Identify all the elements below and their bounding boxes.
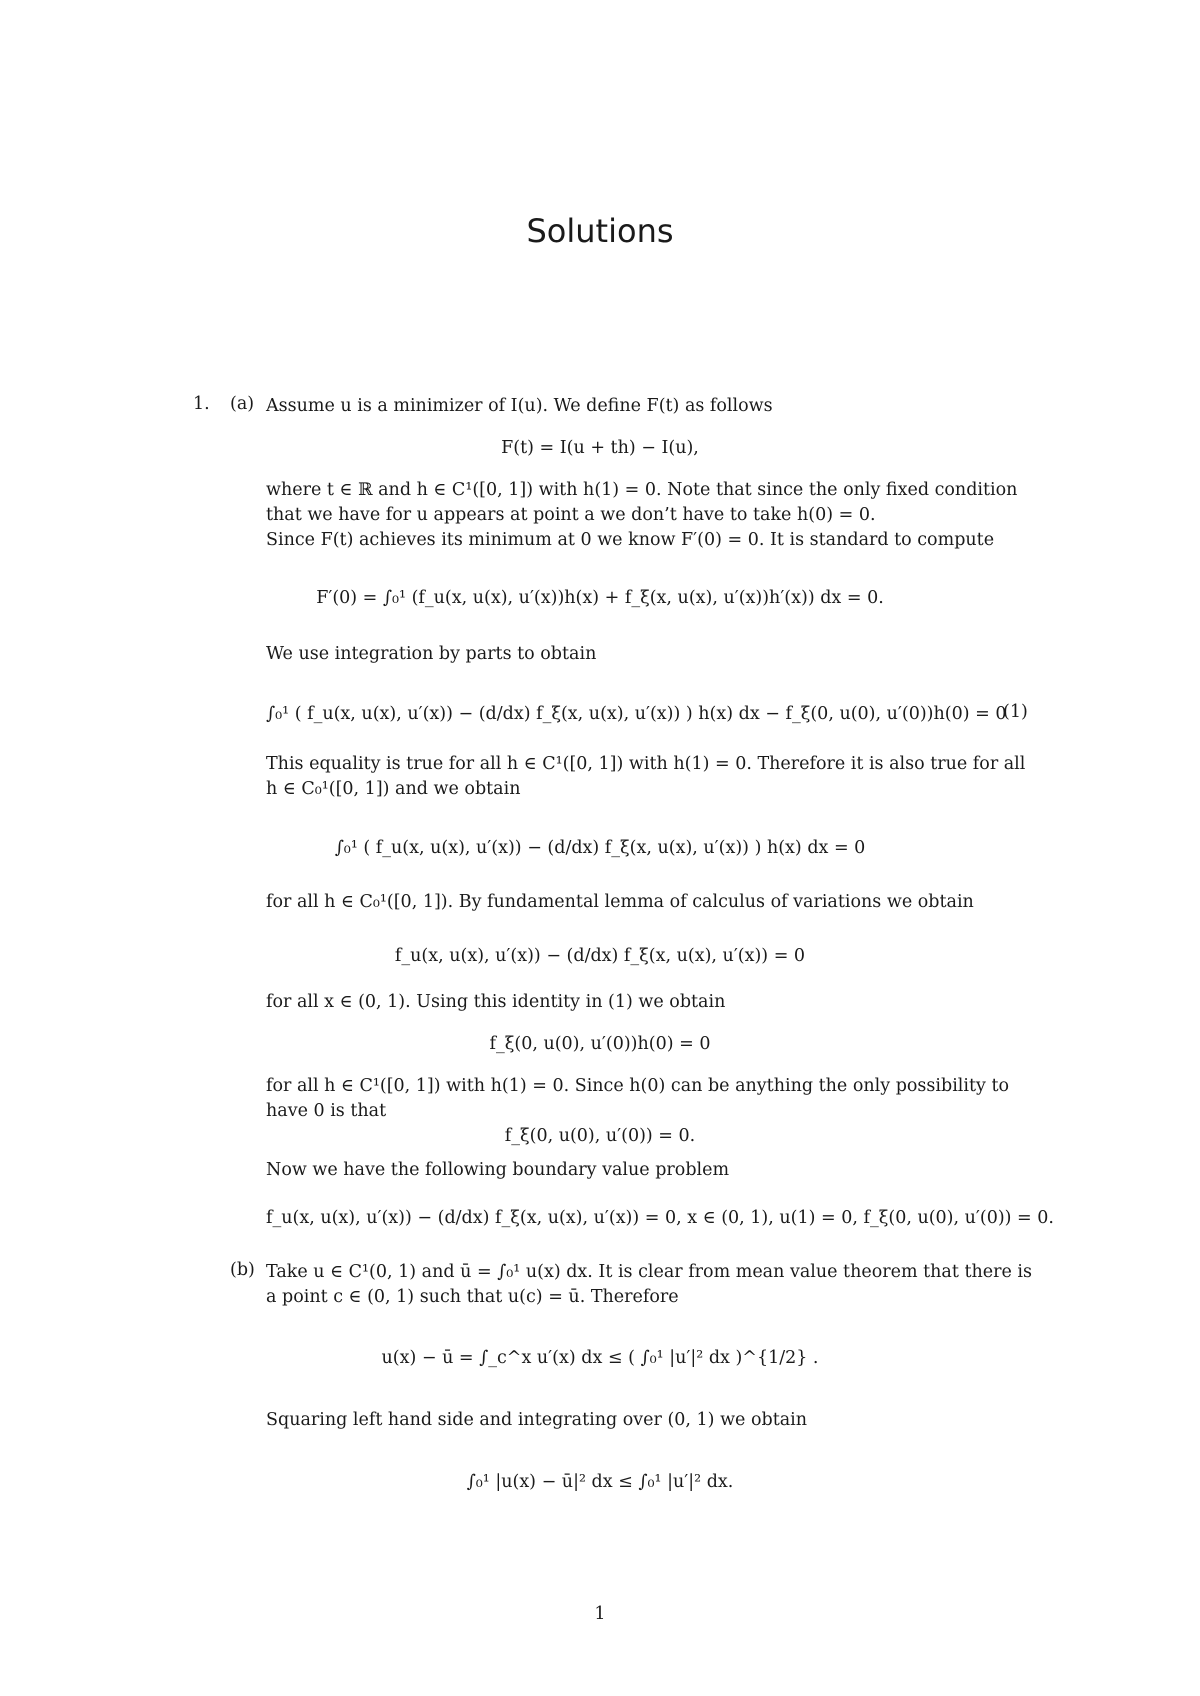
equation-F-prime: F′(0) = ∫₀¹ (f_u(x, u(x), u′(x))h(x) + f_ξ(x, u(x), u′(x))h′(x)) dx = 0. xyxy=(316,588,884,608)
paragraph-squaring: Squaring left hand side and integrating over (0, 1) we obtain xyxy=(266,1410,808,1430)
page-number: 1 xyxy=(594,1604,606,1624)
part-a-label: (a) xyxy=(230,394,255,414)
equation-boundary-h: f_ξ(0, u(0), u′(0))h(0) = 0 xyxy=(489,1034,711,1054)
equation-weak-form: ∫₀¹ ( f_u(x, u(x), u′(x)) − (d/dx) f_ξ(x, u(x), u′(x)) ) h(x) dx = 0 xyxy=(334,838,866,858)
page-title: Solutions xyxy=(526,212,674,250)
equation-poincare: ∫₀¹ |u(x) − ū|² dx ≤ ∫₀¹ |u′|² dx. xyxy=(466,1472,734,1492)
equation-F-definition: F(t) = I(u + th) − I(u), xyxy=(501,438,699,458)
equation-bvp: f_u(x, u(x), u′(x)) − (d/dx) f_ξ(x, u(x), u′(x)) = 0, x ∈ (0, 1), u(1) = 0, f_ξ(0, u(0), u′(0)) = 0. xyxy=(266,1208,1054,1228)
paragraph-h0: for all h ∈ C¹([0, 1]) with h(1) = 0. Since h(0) can be anything the only possibility to have 0 is that xyxy=(266,1076,1010,1121)
problem-number: 1. xyxy=(193,394,210,414)
paragraph-since: Since F(t) achieves its minimum at 0 we know F′(0) = 0. It is standard to compute xyxy=(266,530,995,550)
paragraph-fundamental-lemma: for all h ∈ C₀¹([0, 1]). By fundamental lemma of calculus of variations we obtain xyxy=(266,892,974,912)
equation-1: ∫₀¹ ( f_u(x, u(x), u′(x)) − (d/dx) f_ξ(x, u(x), u′(x)) ) h(x) dx − f_ξ(0, u(0), u′(0))h(0) = 0 xyxy=(266,704,1007,724)
paragraph-identity: for all x ∈ (0, 1). Using this identity in (1) we obtain xyxy=(266,992,726,1012)
paragraph-integration-by-parts: We use integration by parts to obtain xyxy=(266,644,597,664)
paragraph-equality: This equality is true for all h ∈ C¹([0, 1]) with h(1) = 0. Therefore it is also true for all h ∈ C₀¹([0, 1]) and we obtain xyxy=(266,754,1026,799)
part-b-intro: Take u ∈ C¹(0, 1) and ū = ∫₀¹ u(x) dx. It is clear from mean value theorem that there is a point c ∈ (0, 1) such that u(c) = ū. Therefore xyxy=(266,1262,1032,1307)
equation-number-1: (1) xyxy=(1003,702,1028,722)
equation-euler-lagrange: f_u(x, u(x), u′(x)) − (d/dx) f_ξ(x, u(x), u′(x)) = 0 xyxy=(394,946,806,966)
part-a-intro: Assume u is a minimizer of I(u). We define F(t) as follows xyxy=(266,396,773,416)
equation-mean-value: u(x) − ū = ∫_c^x u′(x) dx ≤ ( ∫₀¹ |u′|² dx )^{1/2} . xyxy=(381,1348,819,1368)
equation-natural-boundary: f_ξ(0, u(0), u′(0)) = 0. xyxy=(504,1126,696,1146)
paragraph-where: where t ∈ ℝ and h ∈ C¹([0, 1]) with h(1) = 0. Note that since the only fixed condition that we have for u appears at point a we don’t have to take h(0) = 0. xyxy=(266,480,1018,525)
part-b-label: (b) xyxy=(230,1260,255,1280)
paragraph-bvp: Now we have the following boundary value problem xyxy=(266,1160,730,1180)
